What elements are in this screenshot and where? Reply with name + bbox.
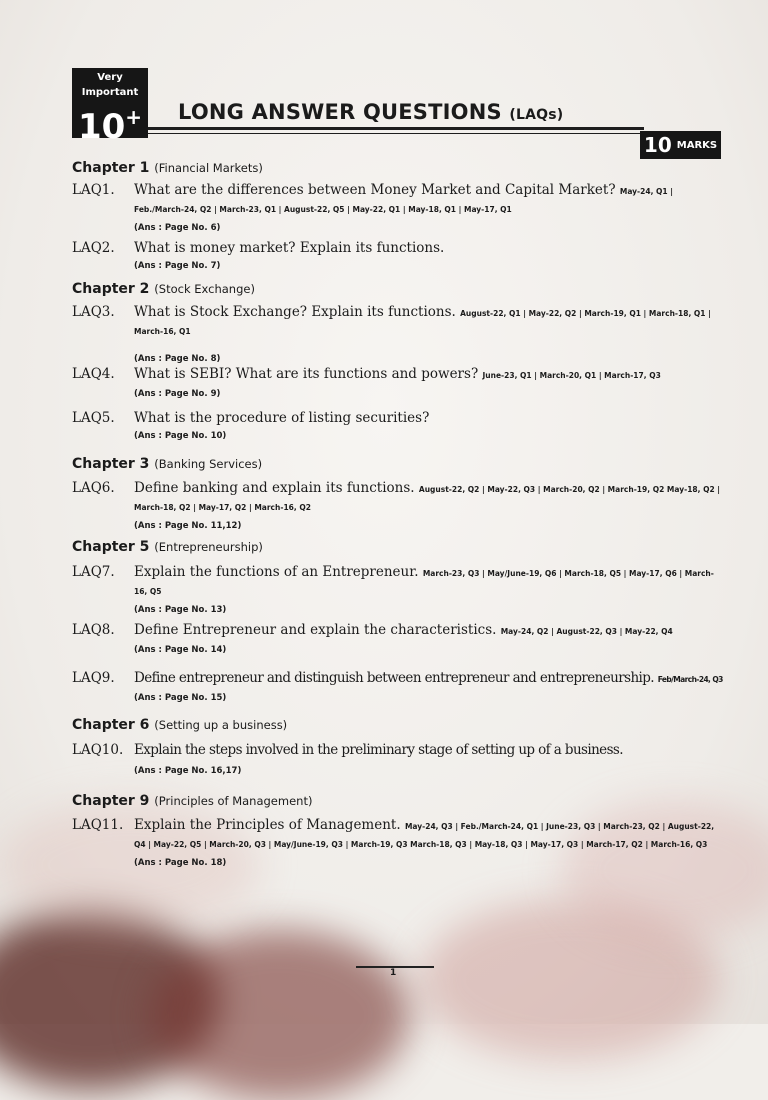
chapter-heading: Chapter 9 (Principles of Management) xyxy=(72,793,313,809)
question-text: Explain the Principles of Management. xyxy=(134,817,401,833)
badge-number: 10+ xyxy=(77,105,143,147)
marks-label: MARKS xyxy=(676,139,718,151)
chapter-heading: Chapter 3 (Banking Services) xyxy=(72,456,263,472)
question-exam-refs: August-22, Q1 | May-22, Q2 | March-19, Q1 | March-18, Q1 | March-16, Q1 xyxy=(134,309,711,336)
question-item: LAQ4. What is SEBI? What are its functions and powers? June-23, Q1 | March-20, Q1 | March-17, Q3 (Ans : Page No. 9) xyxy=(72,366,724,399)
answer-page-ref: (Ans : Page No. 10) xyxy=(134,431,227,441)
chapter-heading: Chapter 1 (Financial Markets) xyxy=(72,160,263,176)
answer-page-ref: (Ans : Page No. 6) xyxy=(134,223,221,233)
answer-page-ref: (Ans : Page No. 18) xyxy=(134,858,227,868)
title-main: LONG ANSWER QUESTIONS xyxy=(178,100,502,124)
page-title xyxy=(178,100,563,124)
question-text: Define Entrepreneur and explain the characteristics. xyxy=(134,622,497,638)
answer-page-ref: (Ans : Page No. 14) xyxy=(134,645,227,655)
answer-page-ref: (Ans : Page No. 7) xyxy=(134,261,221,271)
question-item: LAQ8. Define Entrepreneur and explain the characteristics. May-24, Q2 | August-22, Q3 | May-22, Q4 (Ans : Page No. 14) xyxy=(72,622,724,655)
badge-line1: Very xyxy=(97,72,123,83)
answer-page-ref: (Ans : Page No. 11,12) xyxy=(134,521,242,531)
question-text: Explain the functions of an Entrepreneur. xyxy=(134,564,419,580)
question-item: LAQ2. What is money market? Explain its functions. (Ans : Page No. 7) xyxy=(72,240,724,271)
question-item: LAQ7. Explain the functions of an Entrepreneur. March-23, Q3 | May/June-19, Q6 | March-18, Q5 | May-17, Q6 | March-16, Q5 (Ans : Page No. 13) xyxy=(72,564,724,615)
badge-line2: Important xyxy=(81,87,139,98)
question-exam-refs: May-24, Q1 | Feb./March-24, Q2 | March-23, Q1 | August-22, Q5 | May-22, Q1 | May-18, Q1 | May-17, Q1 xyxy=(134,187,673,214)
question-item: LAQ10. Explain the steps involved in the preliminary stage of setting up of a business. (Ans : Page No. 16,17) xyxy=(72,742,724,776)
question-exam-refs: March-23, Q3 | May/June-19, Q6 | March-18, Q5 | May-17, Q6 | March-16, Q5 xyxy=(134,569,714,596)
question-item: LAQ11. Explain the Principles of Management. May-24, Q3 | Feb./March-24, Q1 | June-23, Q3 | March-23, Q2 | August-22, Q4 | May-22, Q5 | March-20, Q3 | May/June-19, Q3 | March-19, Q3 March-18, Q3 | May-18, Q3 | May-17, Q3 | March-17, Q2 | March-16, Q3 (Ans : Page No. 18) xyxy=(72,817,724,868)
title-subtitle: (LAQs) xyxy=(509,107,564,123)
very-important-badge xyxy=(72,68,148,147)
question-exam-refs: June-23, Q1 | March-20, Q1 | March-17, Q3 xyxy=(482,371,661,380)
answer-page-ref: (Ans : Page No. 9) xyxy=(134,389,221,399)
question-exam-refs: May-24, Q3 | Feb./March-24, Q1 | June-23, Q3 | March-23, Q2 | August-22, Q4 | May-22, Q5 | March-20, Q3 | May/June-19, Q3 | March-19, Q3 March-18, Q3 | May-18, Q3 | May-17, Q3 | March-17, Q2 | March-16, Q3 xyxy=(134,822,715,849)
answer-page-ref: (Ans : Page No. 15) xyxy=(134,693,227,703)
question-text: Define entrepreneur and distinguish between entrepreneur and entrepreneurship. xyxy=(134,670,654,686)
question-item: LAQ9. Define entrepreneur and distinguish between entrepreneur and entrepreneurship. Feb/March-24, Q3 (Ans : Page No. 15) xyxy=(72,670,723,703)
answer-page-ref: (Ans : Page No. 16,17) xyxy=(134,766,242,776)
page-number: 1 xyxy=(390,968,397,978)
question-text: What is money market? Explain its functions. xyxy=(134,240,445,256)
chapter-heading: Chapter 5 (Entrepreneurship) xyxy=(72,539,263,555)
stain-decoration xyxy=(150,930,410,1100)
chapter-heading: Chapter 2 (Stock Exchange) xyxy=(72,281,255,297)
question-item: LAQ5. What is the procedure of listing securities? (Ans : Page No. 10) xyxy=(72,410,724,441)
question-item: LAQ1. What are the differences between Money Market and Capital Market? May-24, Q1 | Feb./March-24, Q2 | March-23, Q1 | August-22, Q5 | May-22, Q1 | May-18, Q1 | May-17, Q1 (Ans : Page No. 6) xyxy=(72,182,724,233)
question-text: Define banking and explain its functions. xyxy=(134,480,415,496)
answer-page-ref: (Ans : Page No. 8) xyxy=(134,354,221,364)
question-text: Explain the steps involved in the preliminary stage of setting up of a business. xyxy=(134,742,623,758)
marks-number: 10 xyxy=(643,133,672,157)
question-text: What are the differences between Money Market and Capital Market? xyxy=(134,182,616,198)
question-exam-refs: August-22, Q2 | May-22, Q3 | March-20, Q2 | March-19, Q2 May-18, Q2 | March-18, Q2 | May-17, Q2 | March-16, Q2 xyxy=(134,485,721,512)
question-exam-refs: May-24, Q2 | August-22, Q3 | May-22, Q4 xyxy=(500,627,673,636)
question-text: What is Stock Exchange? Explain its functions. xyxy=(134,304,456,320)
question-item: LAQ6. Define banking and explain its functions. August-22, Q2 | May-22, Q3 | March-20, Q2 | March-19, Q2 May-18, Q2 | March-18, Q2 | May-17, Q2 | March-16, Q2 (Ans : Page No. 11,12) xyxy=(72,480,724,531)
title-rule-thin xyxy=(148,133,644,134)
question-text: What is SEBI? What are its functions and powers? xyxy=(134,366,479,382)
question-exam-refs: Feb/March-24, Q3 xyxy=(657,675,723,684)
title-rule xyxy=(148,127,644,130)
question-text: What is the procedure of listing securities? xyxy=(134,410,430,426)
marks-badge xyxy=(640,131,721,159)
chapter-heading: Chapter 6 (Setting up a business) xyxy=(72,717,288,733)
answer-page-ref: (Ans : Page No. 13) xyxy=(134,605,227,615)
question-item: LAQ3. What is Stock Exchange? Explain its functions. August-22, Q1 | May-22, Q2 | March-19, Q1 | March-18, Q1 | March-16, Q1 (Ans : Page No. 8) xyxy=(72,304,724,364)
